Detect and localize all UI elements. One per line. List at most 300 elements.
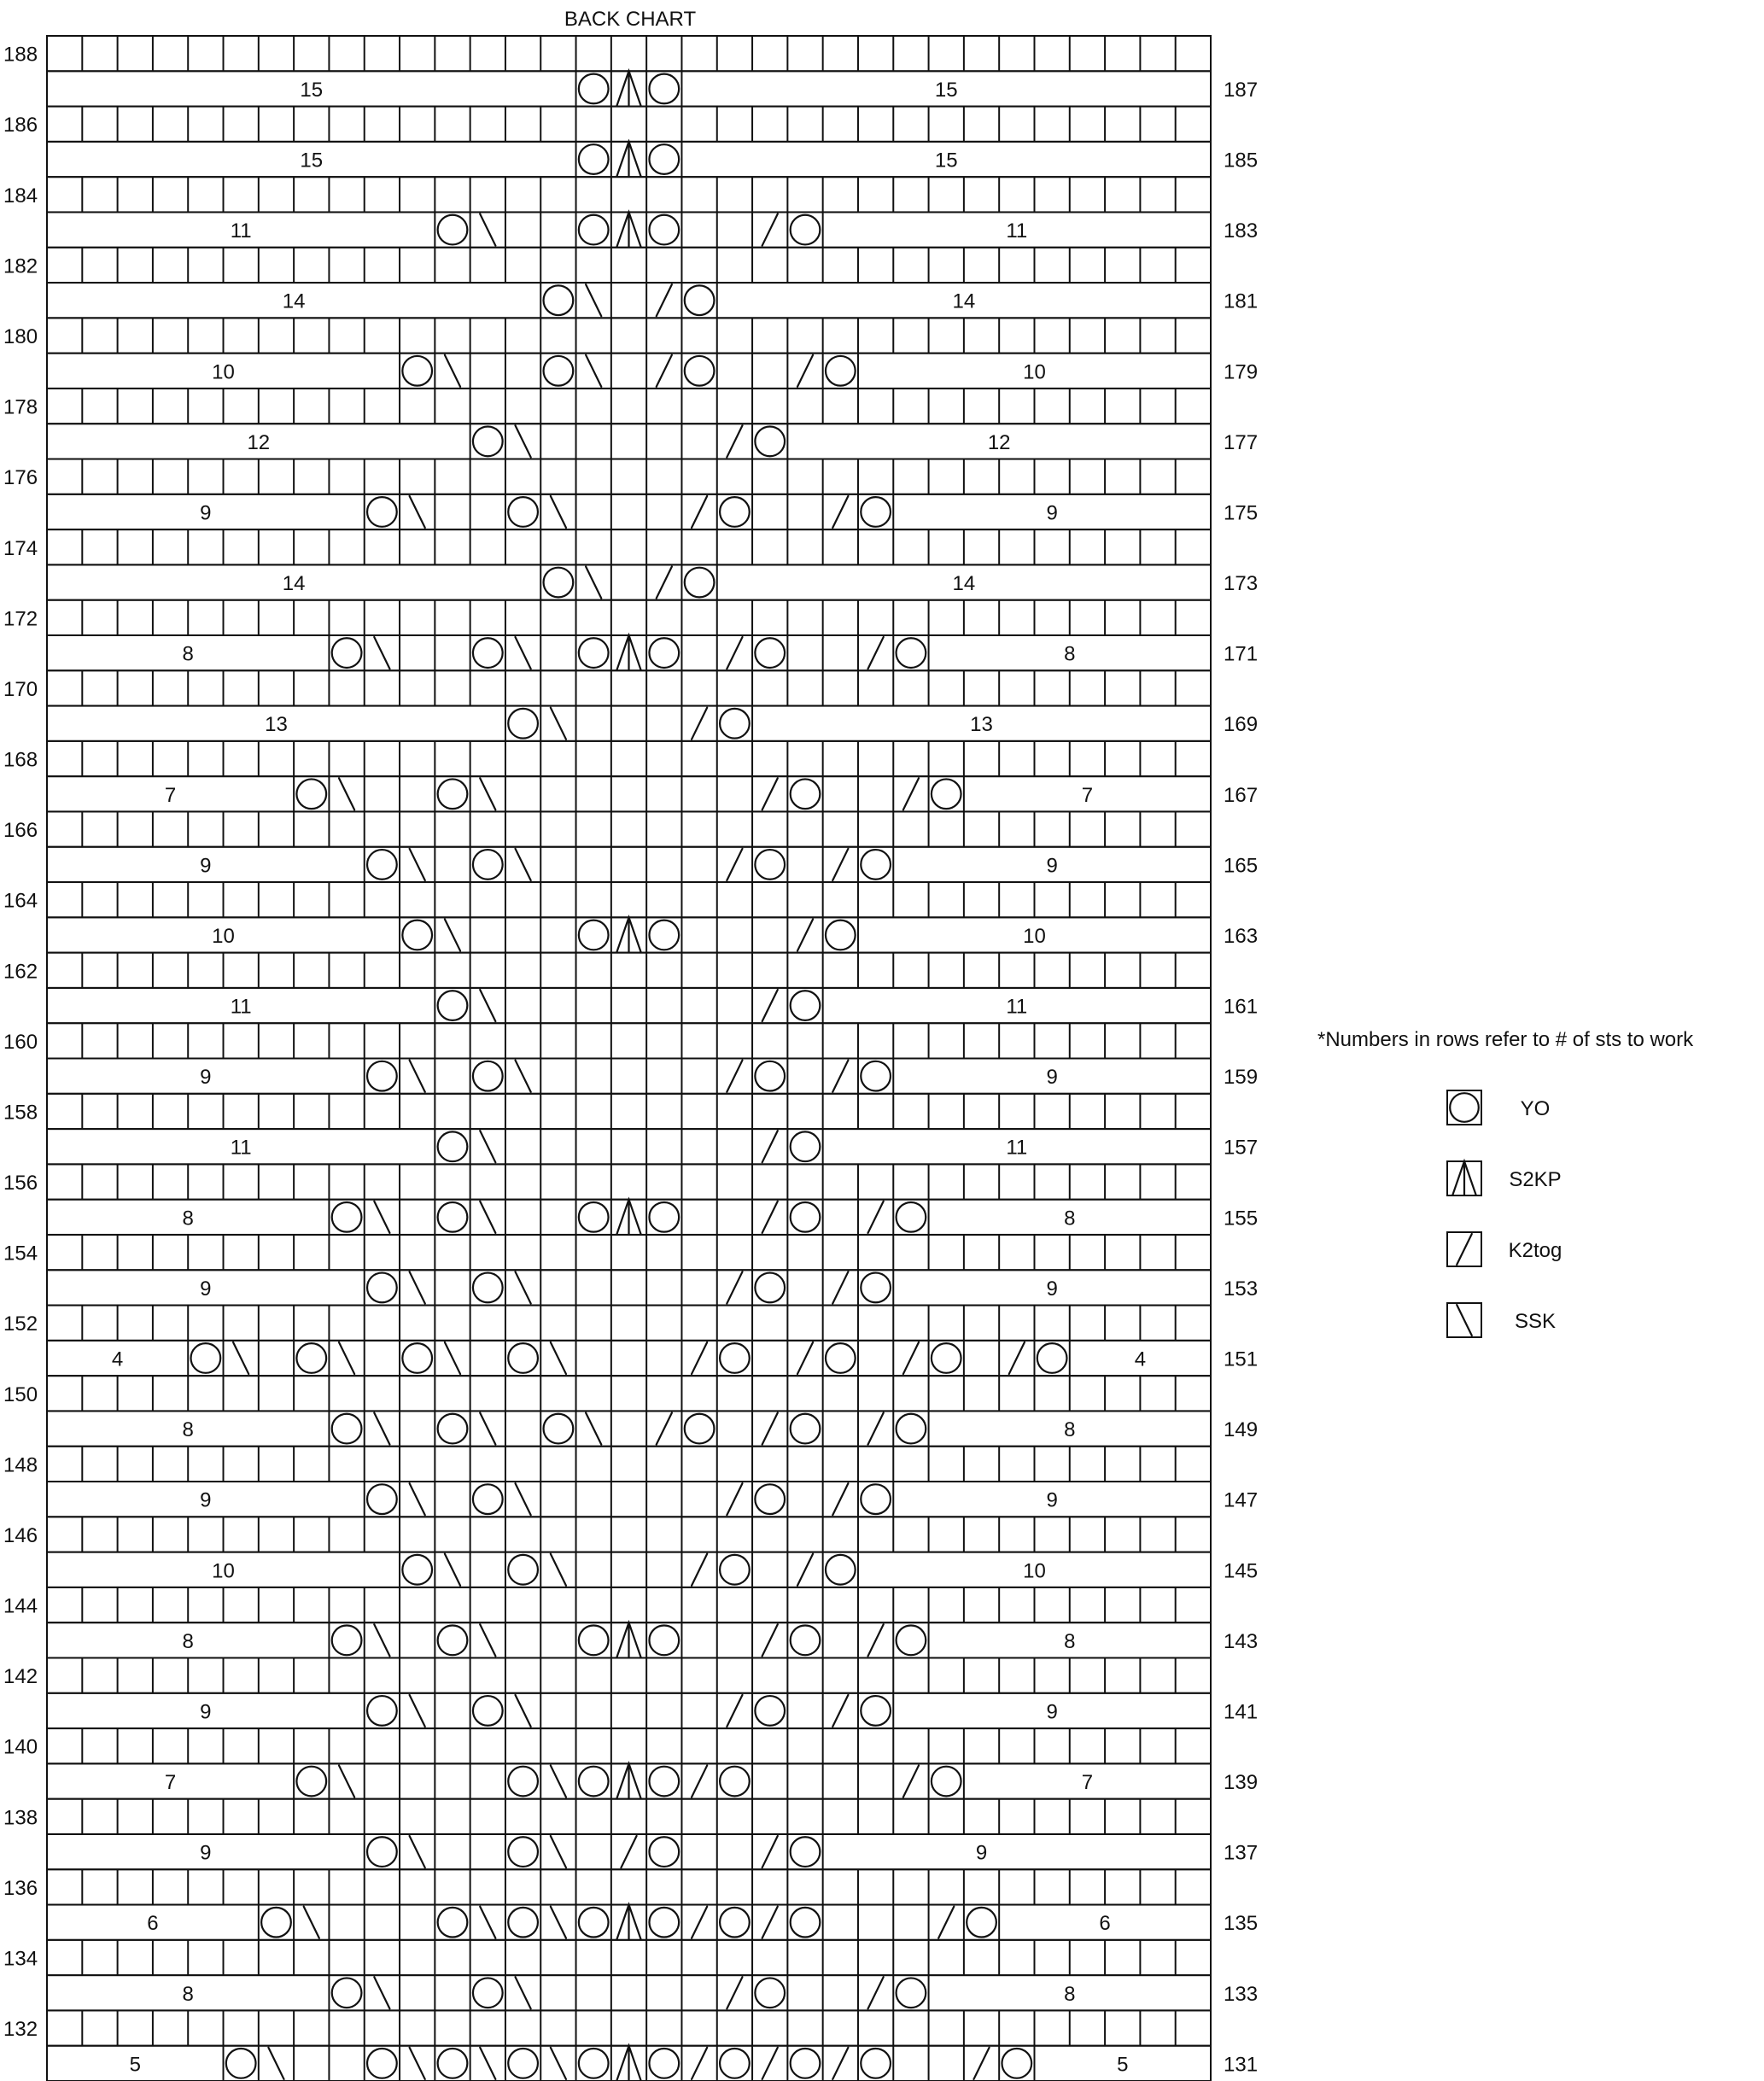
yo-symbol — [861, 1061, 891, 1091]
yo-symbol — [438, 1908, 468, 1938]
yo-symbol — [1002, 2049, 1031, 2078]
yo-symbol — [649, 921, 679, 950]
chart-row-156 — [3, 1164, 1211, 1199]
chart-row-184 — [3, 177, 1211, 212]
k2tog-symbol — [692, 1342, 707, 1374]
yo-symbol — [791, 1131, 821, 1161]
legend-item-s2kp — [1447, 1161, 1562, 1195]
legend-item-k2tog — [1447, 1232, 1562, 1266]
yo-symbol — [1037, 1343, 1067, 1373]
k2tog-symbol — [762, 2048, 778, 2079]
k2tog-symbol — [797, 355, 813, 387]
yo-symbol — [332, 1978, 362, 2008]
row-outline — [47, 1411, 1211, 1446]
row-outline — [47, 882, 1211, 917]
row-outline — [47, 1059, 1211, 1094]
chart-row-180 — [3, 318, 1211, 353]
yo-symbol — [791, 1202, 821, 1232]
yo-symbol — [508, 1767, 538, 1797]
row-outline — [47, 953, 1211, 988]
chart-row-182 — [3, 248, 1211, 283]
k2tog-symbol — [762, 1907, 778, 1938]
row-number-right: 145 — [1224, 1559, 1259, 1583]
row-outline — [47, 529, 1211, 564]
k2tog-symbol — [938, 1907, 954, 1938]
stitch-count-label: 8 — [1064, 1629, 1076, 1653]
ssk-symbol — [480, 1624, 495, 1656]
row-number-right: 139 — [1224, 1771, 1259, 1795]
k2tog-symbol — [797, 1554, 813, 1586]
row-number-right: 187 — [1224, 78, 1259, 102]
s2kp-symbol — [616, 1763, 640, 1797]
yo-symbol — [932, 1767, 961, 1797]
yo-symbol — [508, 1555, 538, 1585]
yo-symbol — [755, 1484, 785, 1514]
ssk-symbol — [480, 990, 495, 1021]
k2tog-symbol — [797, 1342, 813, 1374]
chart-row-175 — [47, 494, 1258, 529]
ssk-symbol — [480, 1907, 495, 1938]
k2tog-symbol — [868, 637, 884, 669]
chart-row-153 — [47, 1270, 1258, 1305]
stitch-count-label: 14 — [952, 572, 976, 596]
yo-symbol — [861, 1484, 891, 1514]
yo-symbol — [649, 74, 679, 104]
chart-row-148 — [3, 1447, 1211, 1482]
k2tog-symbol — [832, 849, 848, 880]
yo-symbol — [473, 1061, 503, 1091]
k2tog-symbol — [762, 1412, 778, 1444]
k2tog-symbol — [692, 496, 707, 528]
k2tog-symbol — [692, 1554, 707, 1586]
stitch-count-label: 9 — [1046, 501, 1058, 525]
chart-row-173 — [47, 564, 1258, 599]
row-outline — [47, 670, 1211, 705]
yo-symbol — [191, 1343, 221, 1373]
k2tog-symbol — [692, 1907, 707, 1938]
row-number-right: 181 — [1224, 289, 1259, 313]
chart-row-176 — [3, 459, 1211, 494]
stitch-count-label: 9 — [200, 1066, 212, 1090]
yo-symbol — [791, 2049, 821, 2078]
k2tog-symbol — [657, 566, 672, 598]
yo-symbol — [826, 1343, 856, 1373]
yo-symbol — [473, 638, 503, 668]
chart-row-146 — [3, 1517, 1211, 1552]
yo-symbol — [755, 850, 785, 880]
row-outline — [47, 1869, 1211, 1904]
k2tog-symbol — [727, 1977, 742, 2008]
row-number-left: 158 — [3, 1101, 38, 1125]
ssk-symbol — [551, 708, 566, 739]
chart-row-159 — [47, 1059, 1258, 1094]
yo-symbol — [402, 921, 432, 950]
s2kp-symbol — [616, 71, 640, 105]
chart-row-181 — [47, 283, 1258, 318]
stitch-count-label: 4 — [1134, 1347, 1147, 1371]
k2tog-symbol — [657, 284, 672, 316]
ssk-symbol — [516, 1977, 531, 2008]
ssk-symbol — [586, 284, 601, 316]
chart-row-179 — [47, 354, 1258, 389]
yo-symbol — [544, 356, 574, 386]
ssk-symbol — [304, 1907, 319, 1938]
row-number-right: 185 — [1224, 149, 1259, 172]
stitch-count-label: 6 — [1099, 1912, 1111, 1936]
k2tog-symbol — [692, 708, 707, 739]
yo-symbol — [544, 1414, 574, 1444]
stitch-count-label: 8 — [182, 1629, 194, 1653]
yo-symbol — [579, 1625, 609, 1655]
k2tog-symbol — [692, 2048, 707, 2079]
yo-symbol — [649, 144, 679, 174]
k2tog-symbol — [973, 2048, 989, 2079]
legend-item-yo — [1447, 1090, 1550, 1125]
yo-symbol — [261, 1908, 291, 1938]
k2tog-symbol — [762, 1131, 778, 1162]
k2tog-symbol — [903, 1765, 919, 1797]
chart-row-158 — [3, 1094, 1211, 1129]
row-outline — [47, 1341, 1211, 1376]
yo-symbol — [296, 779, 326, 809]
chart-row-139 — [47, 1763, 1258, 1798]
yo-symbol — [649, 1625, 679, 1655]
ssk-symbol — [480, 2048, 495, 2079]
ssk-symbol — [445, 1342, 460, 1374]
chart-row-144 — [3, 1587, 1211, 1622]
yo-symbol — [332, 638, 362, 668]
chart-title: BACK CHART — [564, 8, 697, 31]
yo-symbol — [861, 2049, 891, 2078]
yo-symbol — [649, 1767, 679, 1797]
row-number-left: 138 — [3, 1806, 38, 1830]
stitch-count-label: 15 — [934, 78, 958, 102]
chart-row-150 — [3, 1376, 1211, 1411]
chart-row-135 — [47, 1905, 1258, 1940]
k2tog-symbol — [832, 1061, 848, 1092]
k2tog-symbol — [868, 1624, 884, 1656]
row-number-right: 135 — [1224, 1912, 1259, 1936]
yo-symbol — [367, 1837, 397, 1867]
row-outline — [47, 811, 1211, 846]
row-outline — [47, 1482, 1211, 1517]
row-outline — [47, 564, 1211, 599]
chart-row-141 — [47, 1693, 1258, 1728]
row-number-left: 142 — [3, 1665, 38, 1689]
ssk-symbol — [551, 1907, 566, 1938]
yo-symbol — [332, 1202, 362, 1232]
chart-row-147 — [47, 1482, 1258, 1517]
row-outline — [47, 177, 1211, 212]
ssk-symbol — [516, 849, 531, 880]
row-outline — [47, 1975, 1211, 2010]
yo-symbol — [579, 1908, 609, 1938]
chart-row-133 — [47, 1975, 1258, 2010]
yo-symbol — [649, 2049, 679, 2078]
row-number-left: 144 — [3, 1594, 38, 1618]
chart-row-171 — [47, 635, 1258, 670]
chart-row-138 — [3, 1799, 1211, 1834]
stitch-count-label: 8 — [1064, 642, 1076, 666]
yo-symbol — [649, 1202, 679, 1232]
row-outline — [47, 988, 1211, 1023]
ssk-symbol — [516, 1483, 531, 1515]
chart-row-183 — [47, 212, 1258, 247]
row-number-right: 137 — [1224, 1841, 1259, 1865]
row-number-right: 141 — [1224, 1700, 1259, 1724]
ssk-symbol — [1457, 1305, 1472, 1336]
k2tog-symbol — [762, 1836, 778, 1868]
row-outline — [47, 1376, 1211, 1411]
chart-row-134 — [3, 1940, 1211, 1975]
yo-symbol — [367, 1061, 397, 1091]
stitch-count-label: 11 — [230, 995, 252, 1019]
row-number-left: 182 — [3, 254, 38, 278]
yo-symbol — [755, 427, 785, 457]
yo-symbol — [685, 356, 715, 386]
stitch-count-label: 5 — [1117, 2053, 1129, 2077]
k2tog-symbol — [727, 637, 742, 669]
ssk-symbol — [374, 637, 389, 669]
chart-row-149 — [47, 1411, 1258, 1446]
k2tog-symbol — [657, 355, 672, 387]
row-number-right: 177 — [1224, 430, 1259, 454]
yo-symbol — [402, 356, 432, 386]
ssk-symbol — [445, 1554, 460, 1586]
chart-row-165 — [47, 847, 1258, 882]
row-outline — [47, 1693, 1211, 1728]
ssk-symbol — [516, 1695, 531, 1727]
legend-swatch — [1447, 1090, 1481, 1125]
chart-row-142 — [3, 1657, 1211, 1692]
yo-symbol — [826, 1555, 856, 1585]
yo-symbol — [332, 1414, 362, 1444]
row-outline — [47, 424, 1211, 459]
ssk-symbol — [480, 1131, 495, 1162]
row-number-left: 146 — [3, 1523, 38, 1547]
stitch-count-label: 14 — [282, 572, 306, 596]
k2tog-symbol — [832, 496, 848, 528]
row-number-left: 174 — [3, 536, 38, 560]
legend-note: *Numbers in rows refer to # of sts to work — [1317, 1028, 1694, 1051]
yo-symbol — [897, 1625, 926, 1655]
ssk-symbol — [551, 1342, 566, 1374]
k2tog-symbol — [762, 778, 778, 810]
row-number-right: 159 — [1224, 1066, 1259, 1090]
stitch-count-label: 12 — [987, 430, 1011, 454]
yo-symbol — [720, 1343, 750, 1373]
chart-row-174 — [3, 529, 1211, 564]
stitch-count-label: 9 — [200, 1277, 212, 1301]
yo-symbol — [755, 1061, 785, 1091]
legend — [1317, 1028, 1694, 1337]
yo-symbol — [791, 1625, 821, 1655]
stitch-count-label: 9 — [1046, 1066, 1058, 1090]
yo-symbol — [861, 497, 891, 527]
stitch-count-label: 10 — [1023, 360, 1046, 384]
stitch-count-label: 12 — [247, 430, 271, 454]
chart-row-170 — [3, 670, 1211, 705]
row-number-right: 183 — [1224, 219, 1259, 243]
stitch-count-label: 8 — [182, 642, 194, 666]
chart-row-188 — [3, 36, 1211, 71]
chart-row-145 — [47, 1552, 1258, 1587]
stitch-count-label: 14 — [952, 289, 976, 313]
yo-symbol — [473, 850, 503, 880]
stitch-count-label: 8 — [1064, 1207, 1076, 1230]
ssk-symbol — [410, 1483, 425, 1515]
yo-symbol — [438, 779, 468, 809]
ssk-symbol — [374, 1412, 389, 1444]
chart-row-143 — [47, 1622, 1258, 1657]
k2tog-symbol — [727, 1695, 742, 1727]
row-outline — [47, 494, 1211, 529]
row-number-left: 162 — [3, 960, 38, 984]
row-outline — [47, 389, 1211, 424]
chart-row-137 — [47, 1834, 1258, 1869]
row-number-left: 164 — [3, 889, 38, 913]
stitch-count-label: 10 — [212, 1559, 235, 1583]
ssk-symbol — [410, 1695, 425, 1727]
ssk-symbol — [339, 778, 354, 810]
yo-symbol — [649, 638, 679, 668]
stitch-count-label: 15 — [300, 149, 324, 172]
yo-symbol — [720, 1908, 750, 1938]
chart-row-177 — [47, 424, 1258, 459]
yo-symbol — [438, 1414, 468, 1444]
k2tog-symbol — [727, 1483, 742, 1515]
k2tog-symbol — [868, 1412, 884, 1444]
k2tog-symbol — [832, 1695, 848, 1727]
yo-symbol — [473, 1484, 503, 1514]
row-outline — [47, 248, 1211, 283]
stitch-count-label: 9 — [200, 1700, 212, 1724]
row-number-left: 188 — [3, 43, 38, 67]
stitch-count-label: 8 — [1064, 1418, 1076, 1442]
legend-item-ssk — [1447, 1303, 1556, 1337]
stitch-count-label: 11 — [230, 1136, 252, 1160]
row-outline — [47, 2010, 1211, 2045]
yo-symbol — [438, 991, 468, 1020]
row-outline — [47, 36, 1211, 71]
row-outline — [47, 283, 1211, 318]
yo-symbol — [861, 850, 891, 880]
stitch-count-label: 10 — [212, 360, 235, 384]
legend-label: K2tog — [1508, 1239, 1562, 1262]
ssk-symbol — [410, 1061, 425, 1092]
ssk-symbol — [551, 2048, 566, 2079]
row-number-left: 152 — [3, 1312, 38, 1336]
yo-symbol — [473, 427, 503, 457]
row-outline — [47, 1587, 1211, 1622]
stitch-count-label: 8 — [182, 1982, 194, 2006]
row-number-right: 149 — [1224, 1418, 1259, 1442]
ssk-symbol — [445, 355, 460, 387]
yo-symbol — [932, 779, 961, 809]
yo-symbol — [473, 1273, 503, 1303]
stitch-count-label: 9 — [200, 854, 212, 878]
row-outline — [47, 1270, 1211, 1305]
yo-symbol — [402, 1555, 432, 1585]
yo-symbol — [508, 497, 538, 527]
row-outline — [47, 1940, 1211, 1975]
chart-row-161 — [47, 988, 1258, 1023]
row-number-left: 172 — [3, 607, 38, 631]
stitch-count-label: 4 — [111, 1347, 124, 1371]
row-number-right: 179 — [1224, 360, 1259, 384]
row-number-left: 154 — [3, 1242, 38, 1266]
yo-symbol — [226, 2049, 256, 2078]
ssk-symbol — [445, 919, 460, 950]
row-number-right: 155 — [1224, 1207, 1259, 1230]
yo-symbol — [791, 1414, 821, 1444]
row-outline — [47, 459, 1211, 494]
k2tog-symbol — [868, 1977, 884, 2008]
yo-symbol — [367, 2049, 397, 2078]
k2tog-symbol — [762, 990, 778, 1021]
stitch-count-label: 13 — [265, 713, 288, 737]
row-outline — [47, 107, 1211, 142]
ssk-symbol — [339, 1342, 354, 1374]
yo-symbol — [438, 1625, 468, 1655]
ssk-symbol — [516, 637, 531, 669]
stitch-count-label: 11 — [1006, 1136, 1028, 1160]
ssk-symbol — [551, 1765, 566, 1797]
stitch-count-label: 9 — [1046, 1700, 1058, 1724]
row-outline — [47, 1235, 1211, 1270]
row-outline — [47, 318, 1211, 353]
row-number-left: 134 — [3, 1947, 38, 1971]
legend-label: S2KP — [1509, 1168, 1562, 1191]
s2kp-symbol — [616, 635, 640, 669]
stitch-count-label: 9 — [1046, 854, 1058, 878]
yo-symbol — [508, 1343, 538, 1373]
yo-symbol — [579, 2049, 609, 2078]
yo-symbol — [861, 1696, 891, 1726]
chart-row-186 — [3, 107, 1211, 142]
chart-row-152 — [3, 1306, 1211, 1341]
chart-row-132 — [3, 2010, 1211, 2045]
chart-row-131 — [47, 2046, 1258, 2081]
row-number-right: 133 — [1224, 1982, 1259, 2006]
row-number-right: 175 — [1224, 501, 1259, 525]
ssk-symbol — [551, 496, 566, 528]
ssk-symbol — [233, 1342, 248, 1374]
row-number-left: 184 — [3, 184, 38, 208]
yo-symbol — [438, 1131, 468, 1161]
ssk-symbol — [480, 214, 495, 246]
row-outline — [47, 1517, 1211, 1552]
row-outline — [47, 1306, 1211, 1341]
yo-symbol — [755, 1273, 785, 1303]
ssk-symbol — [480, 1412, 495, 1444]
ssk-symbol — [374, 1624, 389, 1656]
row-number-left: 156 — [3, 1172, 38, 1195]
stitch-count-label: 7 — [164, 1771, 177, 1795]
stitch-count-label: 11 — [1006, 995, 1028, 1019]
row-number-left: 186 — [3, 114, 38, 137]
yo-symbol — [720, 1555, 750, 1585]
k2tog-symbol — [727, 1061, 742, 1092]
yo-symbol — [473, 1978, 503, 2008]
yo-symbol — [332, 1625, 362, 1655]
row-number-left: 160 — [3, 1030, 38, 1054]
yo-symbol — [544, 285, 574, 315]
stitch-count-label: 11 — [230, 219, 252, 243]
yo-symbol — [685, 285, 715, 315]
row-outline — [47, 847, 1211, 882]
chart-row-157 — [47, 1129, 1258, 1164]
